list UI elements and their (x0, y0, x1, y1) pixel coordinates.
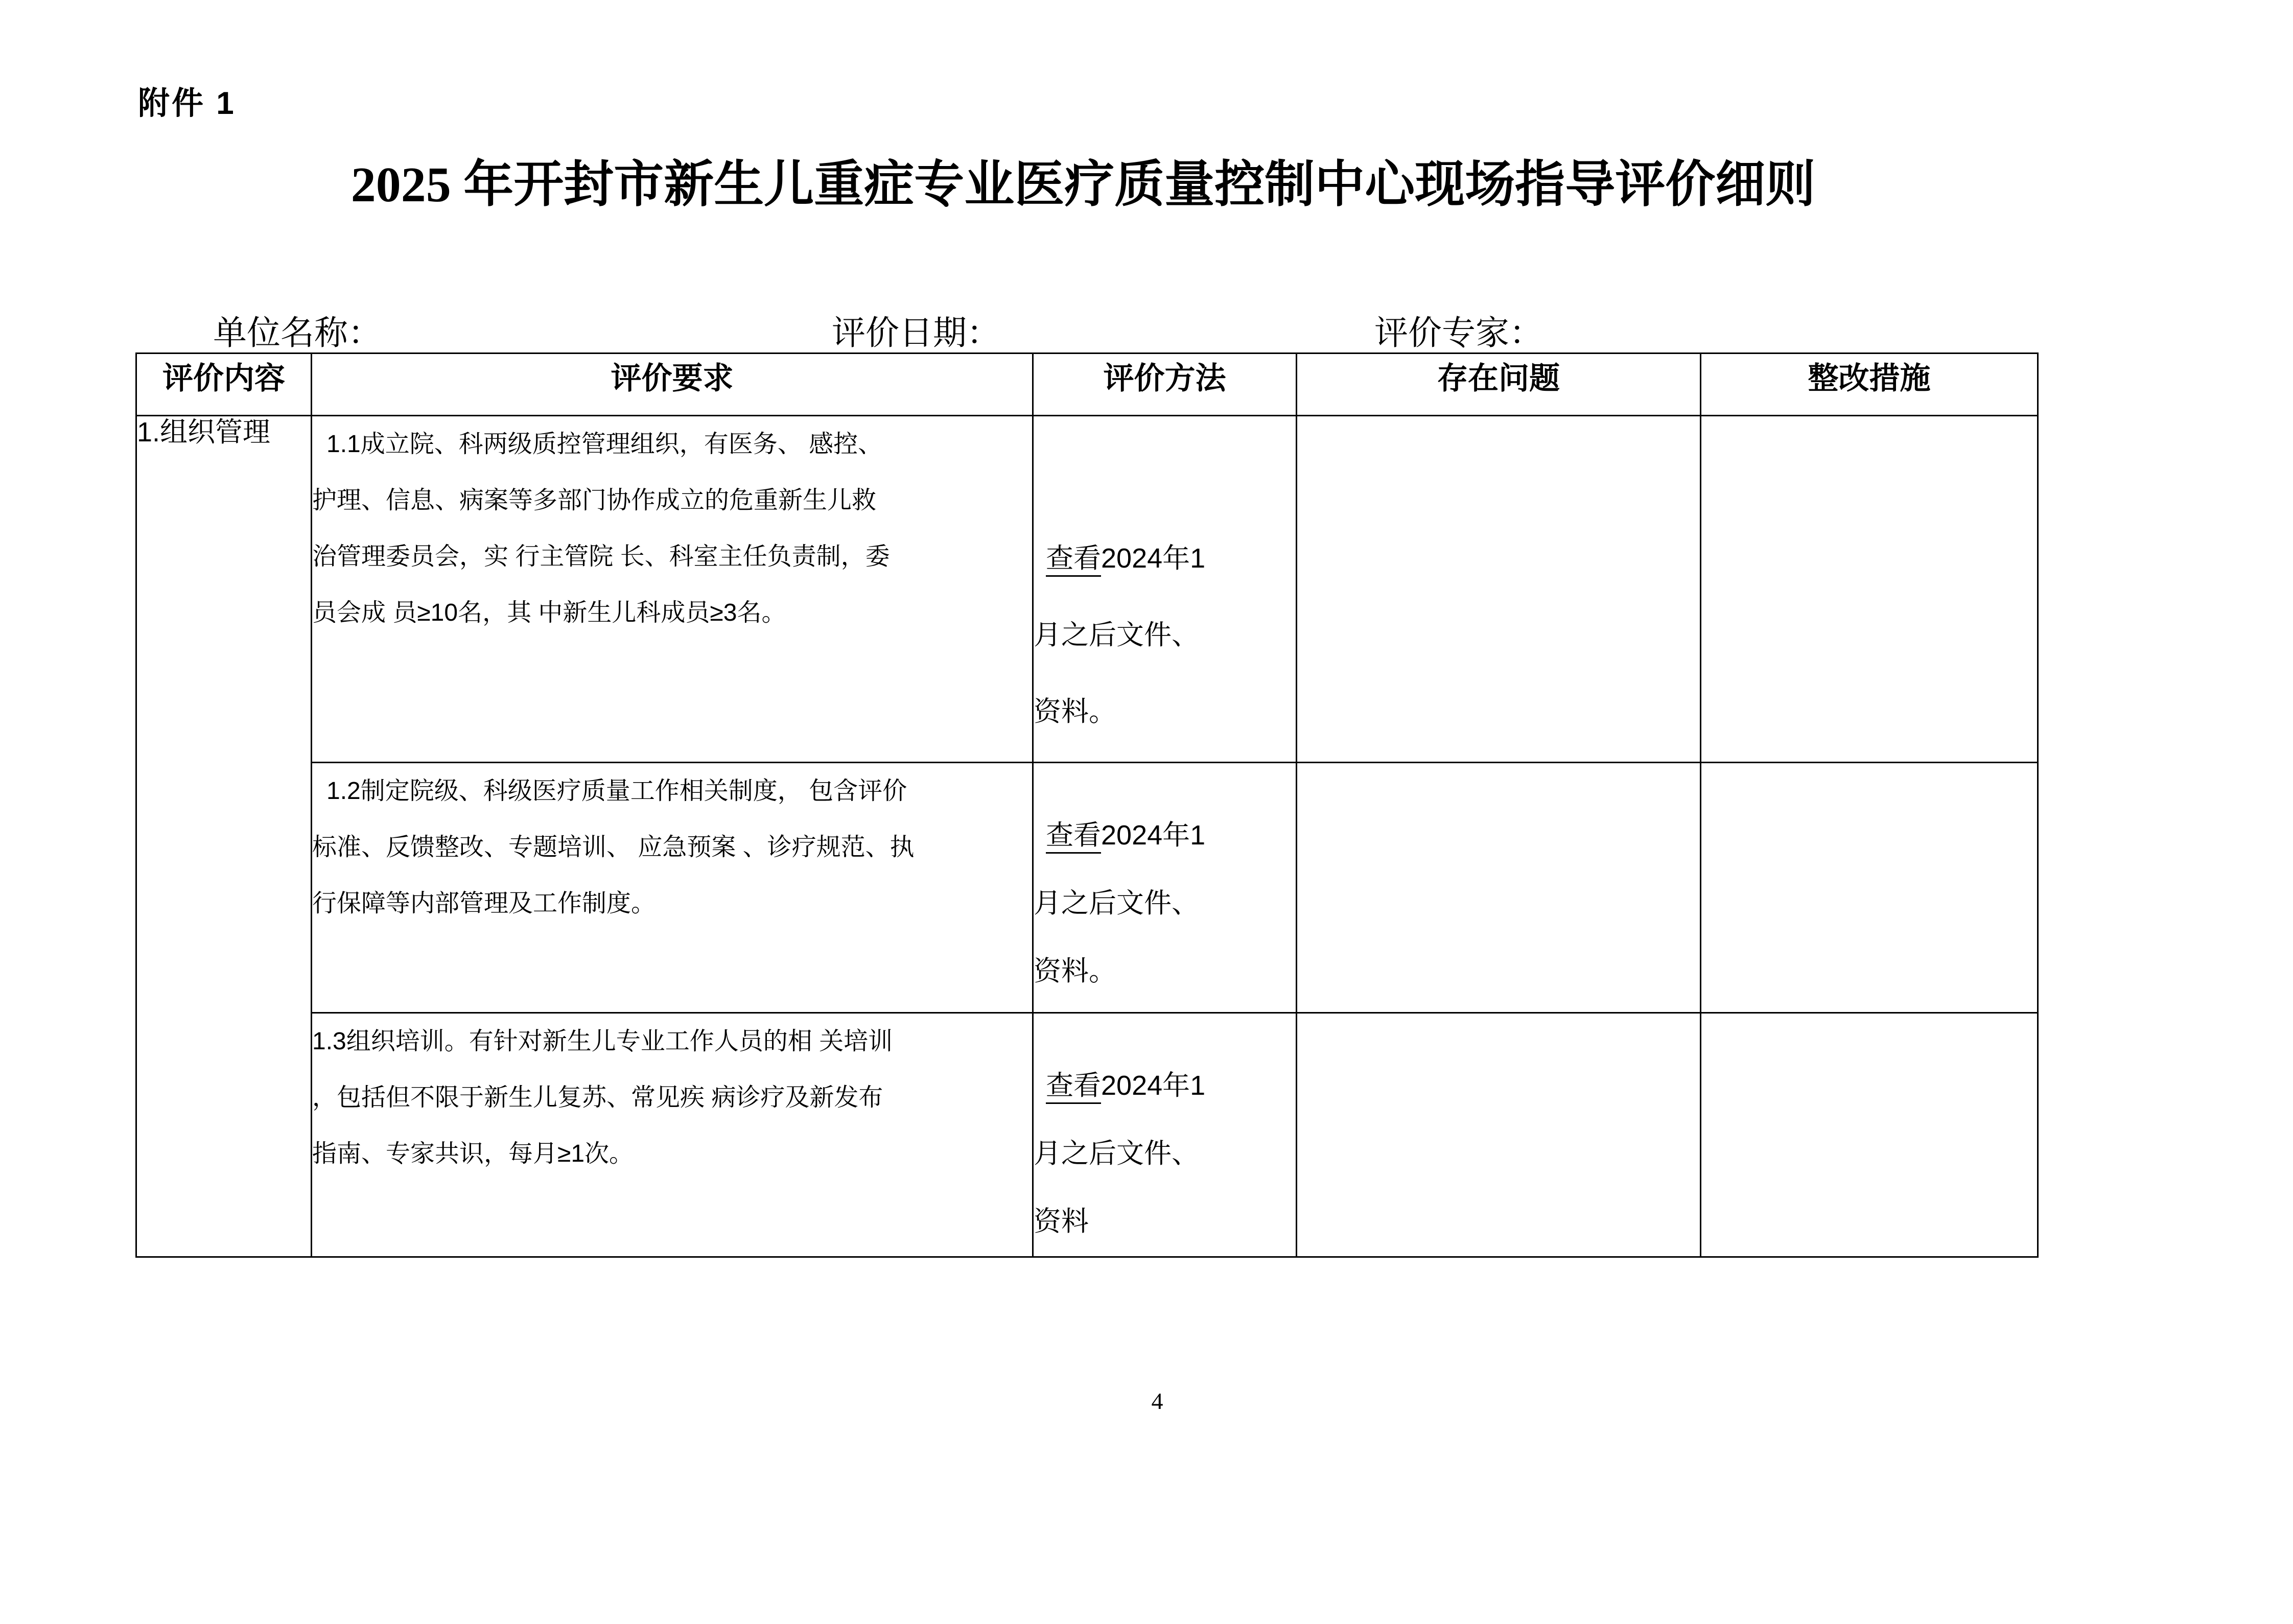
table-row (136, 416, 2038, 763)
eval-expert-label: 评价专家： (1374, 315, 1543, 352)
header-eval-requirement: 评价要求 (312, 354, 1033, 416)
header-existing-problems: 存在问题 (1297, 354, 1701, 416)
underlined-text: 查看 (1046, 1070, 1101, 1104)
method-cell (1033, 1013, 1297, 1257)
text-line: 1.1成立院、科两级质控管理组织，有医务、 感控、 (326, 431, 883, 458)
underlined-text: 查看 (1046, 820, 1101, 854)
method-cell (1033, 416, 1297, 763)
text-line (1034, 802, 1296, 869)
underlined-text: 查看 (1046, 543, 1101, 577)
text-line: 月之后文件、 (1034, 1138, 1199, 1169)
table-row (136, 1013, 2038, 1257)
header-eval-content: 评价内容 (136, 354, 312, 416)
problem-cell (1297, 416, 1701, 763)
requirement-cell (312, 763, 1033, 1013)
text-line: ，包括但不限于新生儿复苏、常见疾 病诊疗及新发布 (312, 1084, 883, 1111)
unit-name-label: 单位名称： (213, 315, 382, 352)
requirement-cell (312, 416, 1033, 763)
text-line: 1.3组织培训。有针对新生儿专业工作人员的相 关培训 (312, 1028, 893, 1055)
header-corrective-measures: 整改措施 (1701, 354, 2038, 416)
text-line: 月之后文件、 (1034, 620, 1199, 650)
text-line: 员会成 员≥10名，其 中新生儿科成员≥3名。 (312, 599, 786, 626)
text-line: 资料。 (1034, 696, 1116, 727)
problem-cell (1297, 1013, 1701, 1257)
category-cell: 1.组织管理 (136, 416, 312, 1257)
text-line: 护理、信息、病案等多部门协作成立的危重新生儿救 (312, 487, 877, 514)
text-span: 2024年1 (1101, 820, 1206, 851)
table-row (136, 763, 2038, 1013)
method-cell (1033, 763, 1297, 1013)
action-cell (1701, 1013, 2038, 1257)
attachment-label: 附件 1 (138, 86, 236, 121)
text-span: 2024年1 (1101, 543, 1206, 574)
text-line: 治管理委员会，实 行主管院 长、科室主任负责制，委 (312, 543, 890, 570)
info-row (0, 305, 2293, 352)
text-line: 月之后文件、 (1034, 888, 1199, 919)
text-line: 行保障等内部管理及工作制度。 (312, 890, 656, 917)
text-line: 标准、反馈整改、专题培训、 应急预案 、诊疗规范、执 (312, 834, 915, 861)
eval-date-label: 评价日期： (832, 315, 1000, 352)
text-line: 指南、专家共识，每月≥1次。 (312, 1140, 634, 1167)
page-number: 4 (1151, 1388, 1163, 1414)
text-line: 资料。 (1034, 956, 1116, 986)
header-eval-method: 评价方法 (1033, 354, 1297, 416)
evaluation-table (135, 352, 2039, 1258)
action-cell (1701, 763, 2038, 1013)
text-line (1034, 520, 1296, 597)
text-line: 1.2制定院级、科级医疗质量工作相关制度， 包含评价 (326, 778, 907, 805)
requirement-cell (312, 1013, 1033, 1257)
problem-cell (1297, 763, 1701, 1013)
page-title: 2025 年开封市新生儿重症专业医疗质量控制中心现场指导评价细则 (350, 157, 1816, 213)
text-line (1034, 1052, 1296, 1120)
text-line: 资料 (1034, 1206, 1089, 1237)
action-cell (1701, 416, 2038, 763)
table-header-row (136, 354, 2038, 416)
text-span: 2024年1 (1101, 1070, 1206, 1101)
